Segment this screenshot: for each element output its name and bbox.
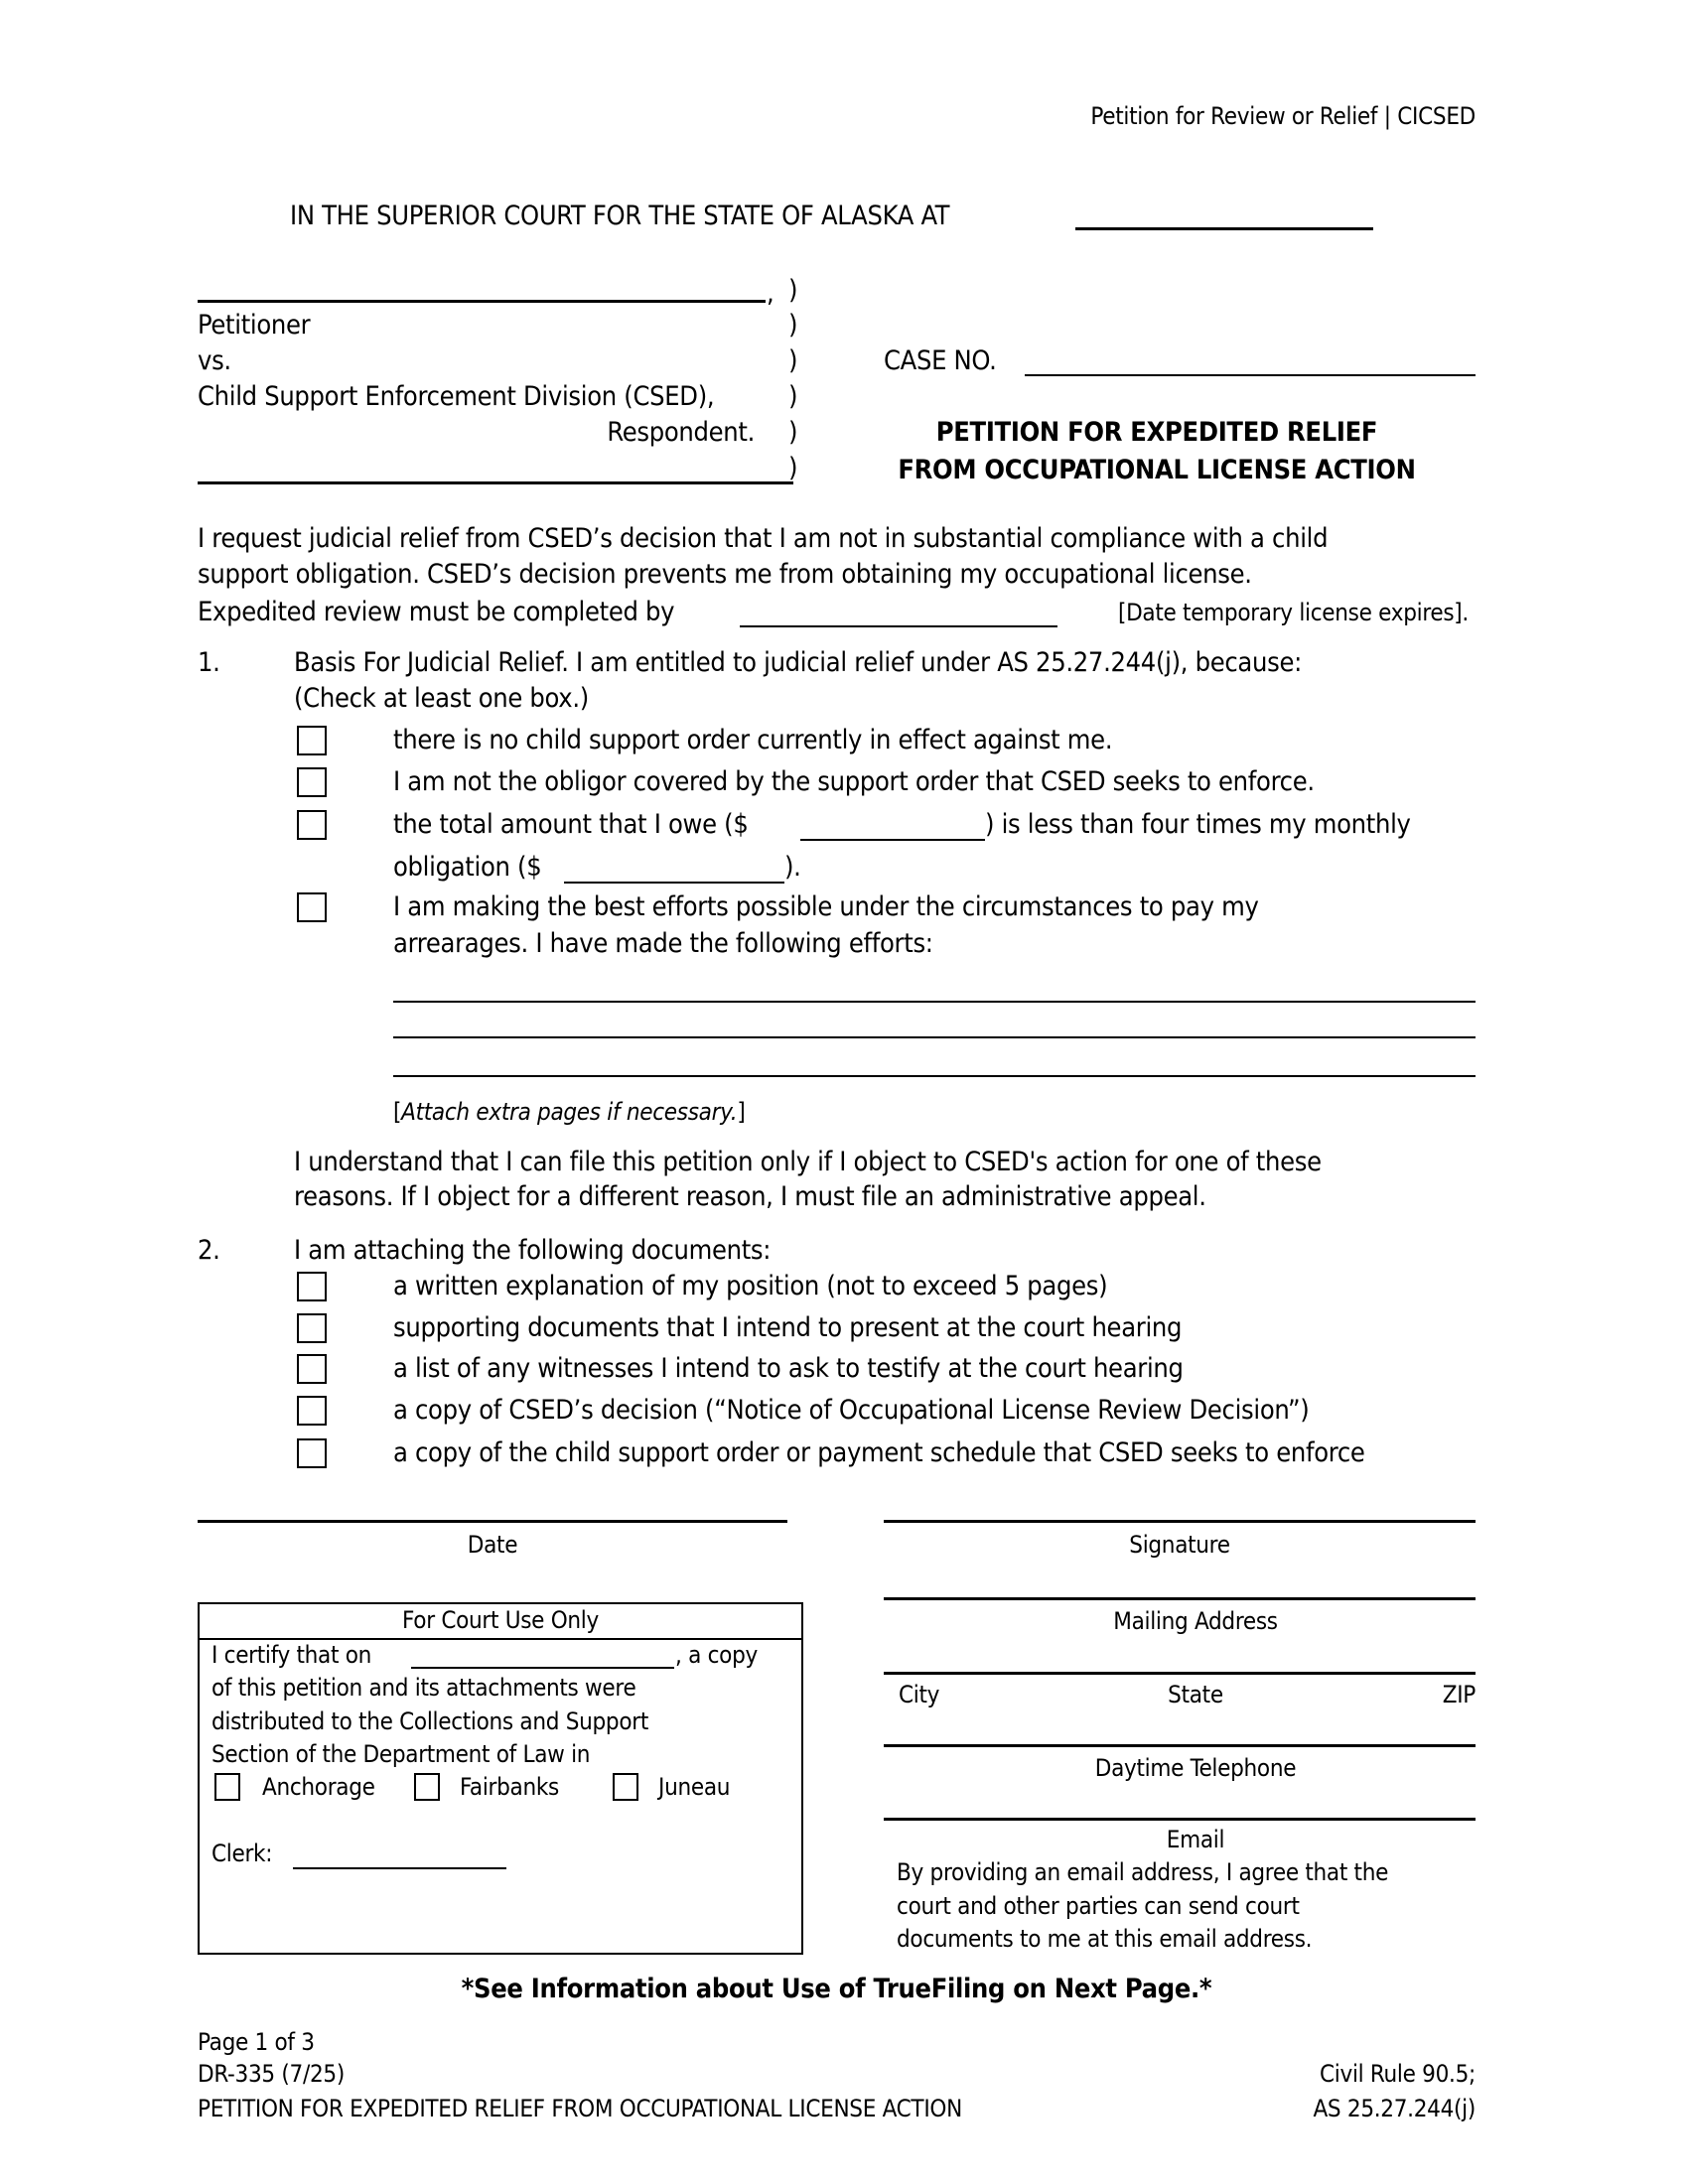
clerk-label: Clerk: <box>211 1840 273 1867</box>
court-use-title: For Court Use Only <box>402 1606 599 1634</box>
attachment-label: a list of any witnesses I intend to ask to testify at the court hearing <box>393 1353 1184 1384</box>
location-label: Juneau <box>658 1773 731 1801</box>
understand-text: reasons. If I object for a different reason, I must file an administrative appeal. <box>294 1181 1206 1212</box>
document-title-line2: FROM OCCUPATIONAL LICENSE ACTION <box>898 455 1416 485</box>
support-order-checkbox[interactable] <box>297 1438 327 1468</box>
intro-text: Expedited review must be completed by <box>198 597 675 627</box>
caption-paren: ) <box>788 345 798 376</box>
option-label: the total amount that I owe ($ <box>393 809 749 840</box>
clerk-field[interactable] <box>293 1867 506 1869</box>
attachment-label: a written explanation of my position (not to exceed 5 pages) <box>393 1271 1108 1301</box>
attach-note-text: Attach extra pages if necessary. <box>401 1098 738 1126</box>
caption-comma: , <box>767 278 774 309</box>
amount-owed-checkbox[interactable] <box>297 810 327 840</box>
court-location-field[interactable] <box>1075 227 1373 230</box>
csed-decision-checkbox[interactable] <box>297 1396 327 1426</box>
state-label: State <box>1168 1681 1223 1708</box>
date-label: Date <box>467 1531 518 1559</box>
attachment-label: a copy of CSED’s decision (“Notice of Occupational License Review Decision”) <box>393 1395 1310 1426</box>
option-label: ). <box>784 852 801 883</box>
amount-owed-field[interactable] <box>800 839 985 841</box>
best-efforts-checkbox[interactable] <box>297 892 327 922</box>
court-title: IN THE SUPERIOR COURT FOR THE STATE OF ALASKA AT <box>290 201 950 231</box>
date-field[interactable] <box>198 1520 787 1523</box>
caption-paren: ) <box>788 275 798 306</box>
mailing-address-label: Mailing Address <box>1113 1607 1278 1635</box>
certify-text: I certify that on <box>211 1641 372 1669</box>
location-label: Fairbanks <box>460 1773 560 1801</box>
witness-list-checkbox[interactable] <box>297 1354 327 1384</box>
monthly-obligation-field[interactable] <box>564 882 784 884</box>
not-obligor-checkbox[interactable] <box>297 767 327 797</box>
city-label: City <box>899 1681 940 1708</box>
intro-text: support obligation. CSED’s decision prevents me from obtaining my occupational license. <box>198 559 1252 590</box>
footer-form-title: PETITION FOR EXPEDITED RELIEF FROM OCCUPATIONAL LICENSE ACTION <box>198 2095 962 2122</box>
option-label: ) is less than four times my monthly <box>985 809 1411 840</box>
email-note: By providing an email address, I agree that the <box>897 1858 1389 1886</box>
vs-label: vs. <box>198 345 231 376</box>
email-note: court and other parties can send court <box>897 1892 1300 1920</box>
email-note: documents to me at this email address. <box>897 1925 1313 1953</box>
petitioner-name-field[interactable] <box>198 300 766 303</box>
respondent-name: Child Support Enforcement Division (CSED), <box>198 381 715 412</box>
civil-rule: Civil Rule 90.5; <box>1319 2060 1476 2088</box>
attachment-label: supporting documents that I intend to present at the court hearing <box>393 1312 1183 1343</box>
email-field[interactable] <box>884 1818 1476 1821</box>
petitioner-label: Petitioner <box>198 310 311 341</box>
date-hint: [Date temporary license expires]. <box>1117 599 1469 626</box>
section-number: 2. <box>198 1235 220 1266</box>
caption-paren: ) <box>788 417 798 448</box>
signature-label: Signature <box>1129 1531 1230 1559</box>
telephone-field[interactable] <box>884 1744 1476 1747</box>
certify-text: Section of the Department of Law in <box>211 1740 591 1768</box>
caption-paren: ) <box>788 453 798 483</box>
understand-text: I understand that I can file this petition only if I object to CSED's action for one of these <box>294 1147 1322 1177</box>
caption-paren: ) <box>788 381 798 412</box>
city-state-zip-field[interactable] <box>884 1672 1476 1675</box>
fairbanks-checkbox[interactable] <box>414 1773 440 1801</box>
efforts-field-line[interactable] <box>393 1001 1476 1003</box>
option-label: obligation ($ <box>393 852 542 883</box>
option-label: there is no child support order currently in effect against me. <box>393 725 1113 755</box>
section1-instruction: (Check at least one box.) <box>294 683 589 714</box>
section-number: 1. <box>198 647 220 678</box>
email-label: Email <box>1166 1826 1225 1853</box>
distribution-date-field[interactable] <box>411 1667 674 1669</box>
supporting-documents-checkbox[interactable] <box>297 1313 327 1343</box>
efforts-field-line[interactable] <box>393 1036 1476 1038</box>
page-number: Page 1 of 3 <box>198 2028 315 2056</box>
signature-field[interactable] <box>884 1520 1476 1523</box>
option-label: arrearages. I have made the following efforts: <box>393 928 933 959</box>
expedited-date-field[interactable] <box>740 625 1057 627</box>
truefiling-notice: *See Information about Use of TrueFiling on Next Page.* <box>461 1974 1212 2004</box>
statute-reference: AS 25.27.244(j) <box>1313 2095 1476 2122</box>
zip-label: ZIP <box>1442 1681 1476 1708</box>
respondent-label: Respondent. <box>607 417 755 448</box>
mailing-address-field[interactable] <box>884 1597 1476 1600</box>
anchorage-checkbox[interactable] <box>214 1773 240 1801</box>
telephone-label: Daytime Telephone <box>1094 1754 1297 1782</box>
caption-bottom-line <box>198 481 793 484</box>
explanation-checkbox[interactable] <box>297 1272 327 1301</box>
case-number-field[interactable] <box>1025 374 1476 376</box>
no-order-checkbox[interactable] <box>297 726 327 755</box>
juneau-checkbox[interactable] <box>613 1773 638 1801</box>
certify-text: distributed to the Collections and Support <box>211 1707 648 1735</box>
intro-text: I request judicial relief from CSED’s decision that I am not in substantial compliance with a child <box>198 523 1329 554</box>
efforts-field-line[interactable] <box>393 1075 1476 1077</box>
form-number: DR-335 (7/25) <box>198 2060 345 2088</box>
option-label: I am making the best efforts possible under the circumstances to pay my <box>393 891 1259 922</box>
option-label: I am not the obligor covered by the support order that CSED seeks to enforce. <box>393 766 1315 797</box>
section1-heading: Basis For Judicial Relief. I am entitled to judicial relief under AS 25.27.244(j), because: <box>294 647 1302 678</box>
section2-heading: I am attaching the following documents: <box>294 1235 772 1266</box>
certify-text: , a copy <box>675 1641 758 1669</box>
document-title-line1: PETITION FOR EXPEDITED RELIEF <box>935 417 1378 448</box>
caption-paren: ) <box>788 310 798 341</box>
attachment-label: a copy of the child support order or payment schedule that CSED seeks to enforce <box>393 1437 1365 1468</box>
running-header: Petition for Review or Relief | CICSED <box>1090 102 1476 130</box>
certify-text: of this petition and its attachments were <box>211 1674 636 1702</box>
case-number-label: CASE NO. <box>884 345 997 376</box>
attach-note: [Attach extra pages if necessary.] <box>393 1098 746 1126</box>
location-label: Anchorage <box>262 1773 375 1801</box>
